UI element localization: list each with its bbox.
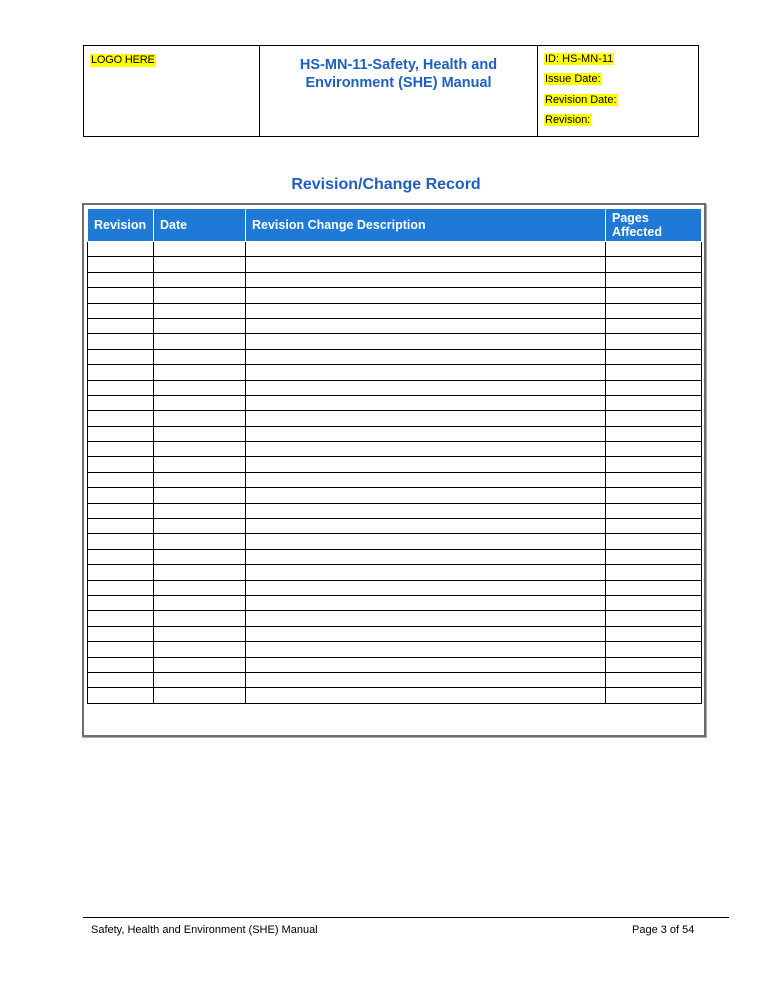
table-cell[interactable] xyxy=(606,242,702,257)
section-title: Revision/Change Record xyxy=(291,176,481,193)
table-row xyxy=(88,349,702,364)
table-cell[interactable] xyxy=(88,426,154,441)
table-row xyxy=(88,688,702,703)
table-cell[interactable] xyxy=(88,472,154,487)
table-cell[interactable] xyxy=(606,257,702,272)
table-cell[interactable] xyxy=(606,488,702,503)
table-cell[interactable] xyxy=(154,349,246,364)
column-header-revision: Revision xyxy=(88,209,154,242)
table-cell[interactable] xyxy=(606,365,702,380)
table-row xyxy=(88,457,702,472)
footer-document-name: Safety, Health and Environment (SHE) Manual xyxy=(91,924,318,936)
table-cell[interactable] xyxy=(88,380,154,395)
table-cell[interactable] xyxy=(246,288,606,303)
table-cell[interactable] xyxy=(246,426,606,441)
table-row xyxy=(88,472,702,487)
table-cell[interactable] xyxy=(154,411,246,426)
table-row xyxy=(88,519,702,534)
table-row xyxy=(88,488,702,503)
table-cell[interactable] xyxy=(154,488,246,503)
document-header xyxy=(83,45,699,137)
table-cell[interactable] xyxy=(88,565,154,580)
table-cell[interactable] xyxy=(154,334,246,349)
table-row xyxy=(88,503,702,518)
table-cell[interactable] xyxy=(246,503,606,518)
table-cell[interactable] xyxy=(246,549,606,564)
table-cell[interactable] xyxy=(606,519,702,534)
document-title xyxy=(260,46,538,136)
table-cell[interactable] xyxy=(246,334,606,349)
table-cell[interactable] xyxy=(606,565,702,580)
table-cell[interactable] xyxy=(606,626,702,641)
table-row xyxy=(88,657,702,672)
table-cell[interactable] xyxy=(154,611,246,626)
table-cell[interactable] xyxy=(154,318,246,333)
table-cell[interactable] xyxy=(88,626,154,641)
table-cell[interactable] xyxy=(88,611,154,626)
table-cell[interactable] xyxy=(88,334,154,349)
table-row xyxy=(88,257,702,272)
table-cell[interactable] xyxy=(246,565,606,580)
table-cell[interactable] xyxy=(154,519,246,534)
table-cell[interactable] xyxy=(606,288,702,303)
table-cell[interactable] xyxy=(246,257,606,272)
table-cell[interactable] xyxy=(246,672,606,687)
table-cell[interactable] xyxy=(246,657,606,672)
table-cell[interactable] xyxy=(88,242,154,257)
table-cell[interactable] xyxy=(246,488,606,503)
table-cell[interactable] xyxy=(246,472,606,487)
table-cell[interactable] xyxy=(88,365,154,380)
table-cell[interactable] xyxy=(154,672,246,687)
revision-date-label: Revision Date: xyxy=(545,93,617,106)
table-cell[interactable] xyxy=(88,595,154,610)
table-cell[interactable] xyxy=(246,272,606,287)
table-cell[interactable] xyxy=(606,395,702,410)
table-row xyxy=(88,642,702,657)
table-cell[interactable] xyxy=(246,642,606,657)
table-row xyxy=(88,242,702,257)
table-cell[interactable] xyxy=(88,549,154,564)
table-cell[interactable] xyxy=(154,642,246,657)
table-row xyxy=(88,395,702,410)
table-row xyxy=(88,442,702,457)
table-cell[interactable] xyxy=(88,534,154,549)
table-cell[interactable] xyxy=(606,611,702,626)
table-cell[interactable] xyxy=(606,442,702,457)
table-cell[interactable] xyxy=(88,303,154,318)
table-cell[interactable] xyxy=(606,411,702,426)
table-cell[interactable] xyxy=(154,365,246,380)
table-cell[interactable] xyxy=(606,688,702,703)
table-cell[interactable] xyxy=(154,303,246,318)
table-cell[interactable] xyxy=(606,580,702,595)
table-cell[interactable] xyxy=(88,657,154,672)
table-cell[interactable] xyxy=(606,672,702,687)
table-cell[interactable] xyxy=(88,488,154,503)
table-row xyxy=(88,411,702,426)
revision-label: Revision: xyxy=(545,113,591,126)
table-cell[interactable] xyxy=(154,457,246,472)
table-cell[interactable] xyxy=(88,257,154,272)
table-cell[interactable] xyxy=(606,595,702,610)
table-cell[interactable] xyxy=(606,457,702,472)
document-id: ID: HS-MN-11 xyxy=(545,53,614,65)
table-cell[interactable] xyxy=(246,395,606,410)
revision-table-frame xyxy=(82,203,706,737)
table-cell[interactable] xyxy=(606,642,702,657)
table-header-row xyxy=(88,209,702,242)
table-row xyxy=(88,580,702,595)
table-cell[interactable] xyxy=(88,395,154,410)
table-row xyxy=(88,365,702,380)
table-cell[interactable] xyxy=(606,426,702,441)
table-cell[interactable] xyxy=(606,549,702,564)
table-cell[interactable] xyxy=(246,519,606,534)
table-cell[interactable] xyxy=(154,503,246,518)
table-cell[interactable] xyxy=(606,503,702,518)
table-row xyxy=(88,288,702,303)
table-cell[interactable] xyxy=(88,442,154,457)
table-row xyxy=(88,272,702,287)
table-cell[interactable] xyxy=(154,626,246,641)
table-cell[interactable] xyxy=(246,380,606,395)
table-cell[interactable] xyxy=(154,272,246,287)
table-row xyxy=(88,303,702,318)
table-cell[interactable] xyxy=(246,611,606,626)
column-header-date: Date xyxy=(154,209,246,242)
table-cell[interactable] xyxy=(88,457,154,472)
table-row xyxy=(88,534,702,549)
table-cell[interactable] xyxy=(154,580,246,595)
issue-date-label: Issue Date: xyxy=(545,73,601,86)
document-title-line-1: HS-MN-11-Safety, Health and xyxy=(299,57,498,73)
column-header-description: Revision Change Description xyxy=(246,209,606,242)
column-header-pages-affected: Pages Affected xyxy=(606,209,702,242)
table-cell[interactable] xyxy=(246,349,606,364)
table-cell[interactable] xyxy=(88,411,154,426)
table-cell[interactable] xyxy=(606,472,702,487)
table-cell[interactable] xyxy=(246,534,606,549)
table-cell[interactable] xyxy=(246,688,606,703)
table-cell[interactable] xyxy=(606,349,702,364)
table-row xyxy=(88,565,702,580)
table-cell[interactable] xyxy=(154,395,246,410)
table-row xyxy=(88,595,702,610)
table-cell[interactable] xyxy=(606,380,702,395)
table-cell[interactable] xyxy=(154,595,246,610)
table-cell[interactable] xyxy=(246,303,606,318)
table-cell[interactable] xyxy=(154,534,246,549)
table-cell[interactable] xyxy=(88,318,154,333)
table-cell[interactable] xyxy=(154,442,246,457)
table-cell[interactable] xyxy=(88,580,154,595)
table-cell[interactable] xyxy=(606,657,702,672)
table-cell[interactable] xyxy=(606,534,702,549)
table-cell[interactable] xyxy=(246,318,606,333)
table-cell[interactable] xyxy=(88,349,154,364)
logo-placeholder: LOGO HERE xyxy=(91,54,155,66)
table-cell[interactable] xyxy=(154,257,246,272)
table-cell[interactable] xyxy=(606,303,702,318)
table-cell[interactable] xyxy=(154,288,246,303)
table-body xyxy=(88,242,702,704)
table-cell[interactable] xyxy=(246,580,606,595)
table-row xyxy=(88,318,702,333)
table-cell[interactable] xyxy=(154,426,246,441)
revision-table xyxy=(87,208,702,704)
document-meta xyxy=(538,46,698,136)
table-row xyxy=(88,626,702,641)
table-row xyxy=(88,380,702,395)
table-cell[interactable] xyxy=(88,288,154,303)
table-cell[interactable] xyxy=(154,472,246,487)
table-cell[interactable] xyxy=(246,457,606,472)
table-cell[interactable] xyxy=(246,626,606,641)
table-row xyxy=(88,611,702,626)
table-cell[interactable] xyxy=(88,503,154,518)
table-row xyxy=(88,549,702,564)
table-cell[interactable] xyxy=(154,380,246,395)
document-title-line-2: Environment (SHE) Manual xyxy=(305,75,492,91)
logo-cell xyxy=(84,46,260,136)
table-cell[interactable] xyxy=(246,595,606,610)
table-cell[interactable] xyxy=(88,672,154,687)
table-cell[interactable] xyxy=(246,365,606,380)
table-cell[interactable] xyxy=(246,242,606,257)
table-cell[interactable] xyxy=(154,242,246,257)
table-row xyxy=(88,672,702,687)
table-cell[interactable] xyxy=(606,334,702,349)
footer-page-number: Page 3 of 54 xyxy=(632,924,695,936)
table-cell[interactable] xyxy=(606,272,702,287)
table-cell[interactable] xyxy=(154,565,246,580)
table-cell[interactable] xyxy=(606,318,702,333)
footer-divider xyxy=(83,917,729,918)
table-cell[interactable] xyxy=(154,688,246,703)
table-cell[interactable] xyxy=(246,411,606,426)
table-cell[interactable] xyxy=(88,272,154,287)
table-cell[interactable] xyxy=(88,688,154,703)
table-cell[interactable] xyxy=(88,519,154,534)
table-cell[interactable] xyxy=(154,549,246,564)
table-row xyxy=(88,426,702,441)
table-row xyxy=(88,334,702,349)
table-cell[interactable] xyxy=(246,442,606,457)
table-cell[interactable] xyxy=(88,642,154,657)
table-cell[interactable] xyxy=(154,657,246,672)
